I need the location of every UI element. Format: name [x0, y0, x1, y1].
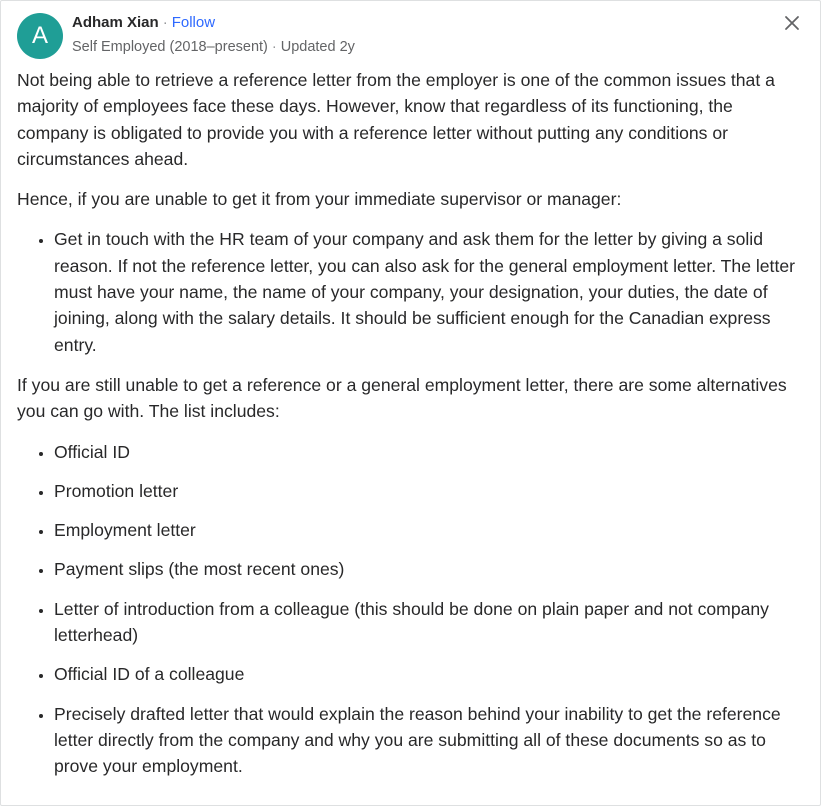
- paragraph-alternatives: If you are still unable to get a reference or a general employment letter, there are some alternatives you can go with. The list includes:: [17, 374, 787, 422]
- hr-advice-list: [17, 226, 807, 357]
- author-name[interactable]: Adham Xian: [72, 14, 159, 31]
- list-item: • Official ID of a colleague: [54, 661, 807, 687]
- list-item: • Employment letter: [54, 517, 807, 543]
- list-item: • Precisely drafted letter that would explain the reason behind your inability to get the reference letter directly from the company and why you are submitting all of these documents so as to prove your employment.: [54, 701, 807, 780]
- author-meta: [72, 13, 355, 57]
- answer-body: [17, 67, 807, 794]
- updated-timestamp[interactable]: Updated 2y: [280, 39, 355, 55]
- separator-dot: ·: [271, 39, 277, 55]
- list-item: • Letter of introduction from a colleague (this should be done on plain paper and not company letterhead): [54, 596, 807, 649]
- author-credential-line: [72, 37, 355, 57]
- list-item: • Official ID: [54, 439, 807, 465]
- answer-header: [17, 11, 804, 61]
- author-credential[interactable]: Self Employed (2018–present): [72, 39, 268, 55]
- close-button[interactable]: [780, 11, 804, 35]
- follow-button[interactable]: Follow: [171, 14, 216, 31]
- author-name-line: [72, 13, 355, 33]
- paragraph-hence: Hence, if you are unable to get it from your immediate supervisor or manager:: [17, 189, 622, 210]
- list-item: • Payment slips (the most recent ones): [54, 556, 807, 582]
- list-item: • Promotion letter: [54, 478, 807, 504]
- paragraph-intro: Not being able to retrieve a reference letter from the employer is one of the common issues that a majority of employees face these days. However, know that regardless of its functioning, the company is obligated to provide you with a reference letter without putting any conditions or circumstances ahead.: [17, 70, 775, 169]
- separator-dot: ·: [162, 14, 168, 31]
- close-icon: [780, 11, 804, 35]
- list-item: • Get in touch with the HR team of your company and ask them for the letter by giving a solid reason. If not the reference letter, you can also ask for the general employment letter. The letter must have your name, the name of your company, your designation, your duties, the date of joining, along with the salary details. It should be sufficient enough for the Canadian express entry.: [54, 226, 807, 357]
- avatar[interactable]: A: [17, 13, 63, 59]
- alternatives-list: [17, 439, 807, 780]
